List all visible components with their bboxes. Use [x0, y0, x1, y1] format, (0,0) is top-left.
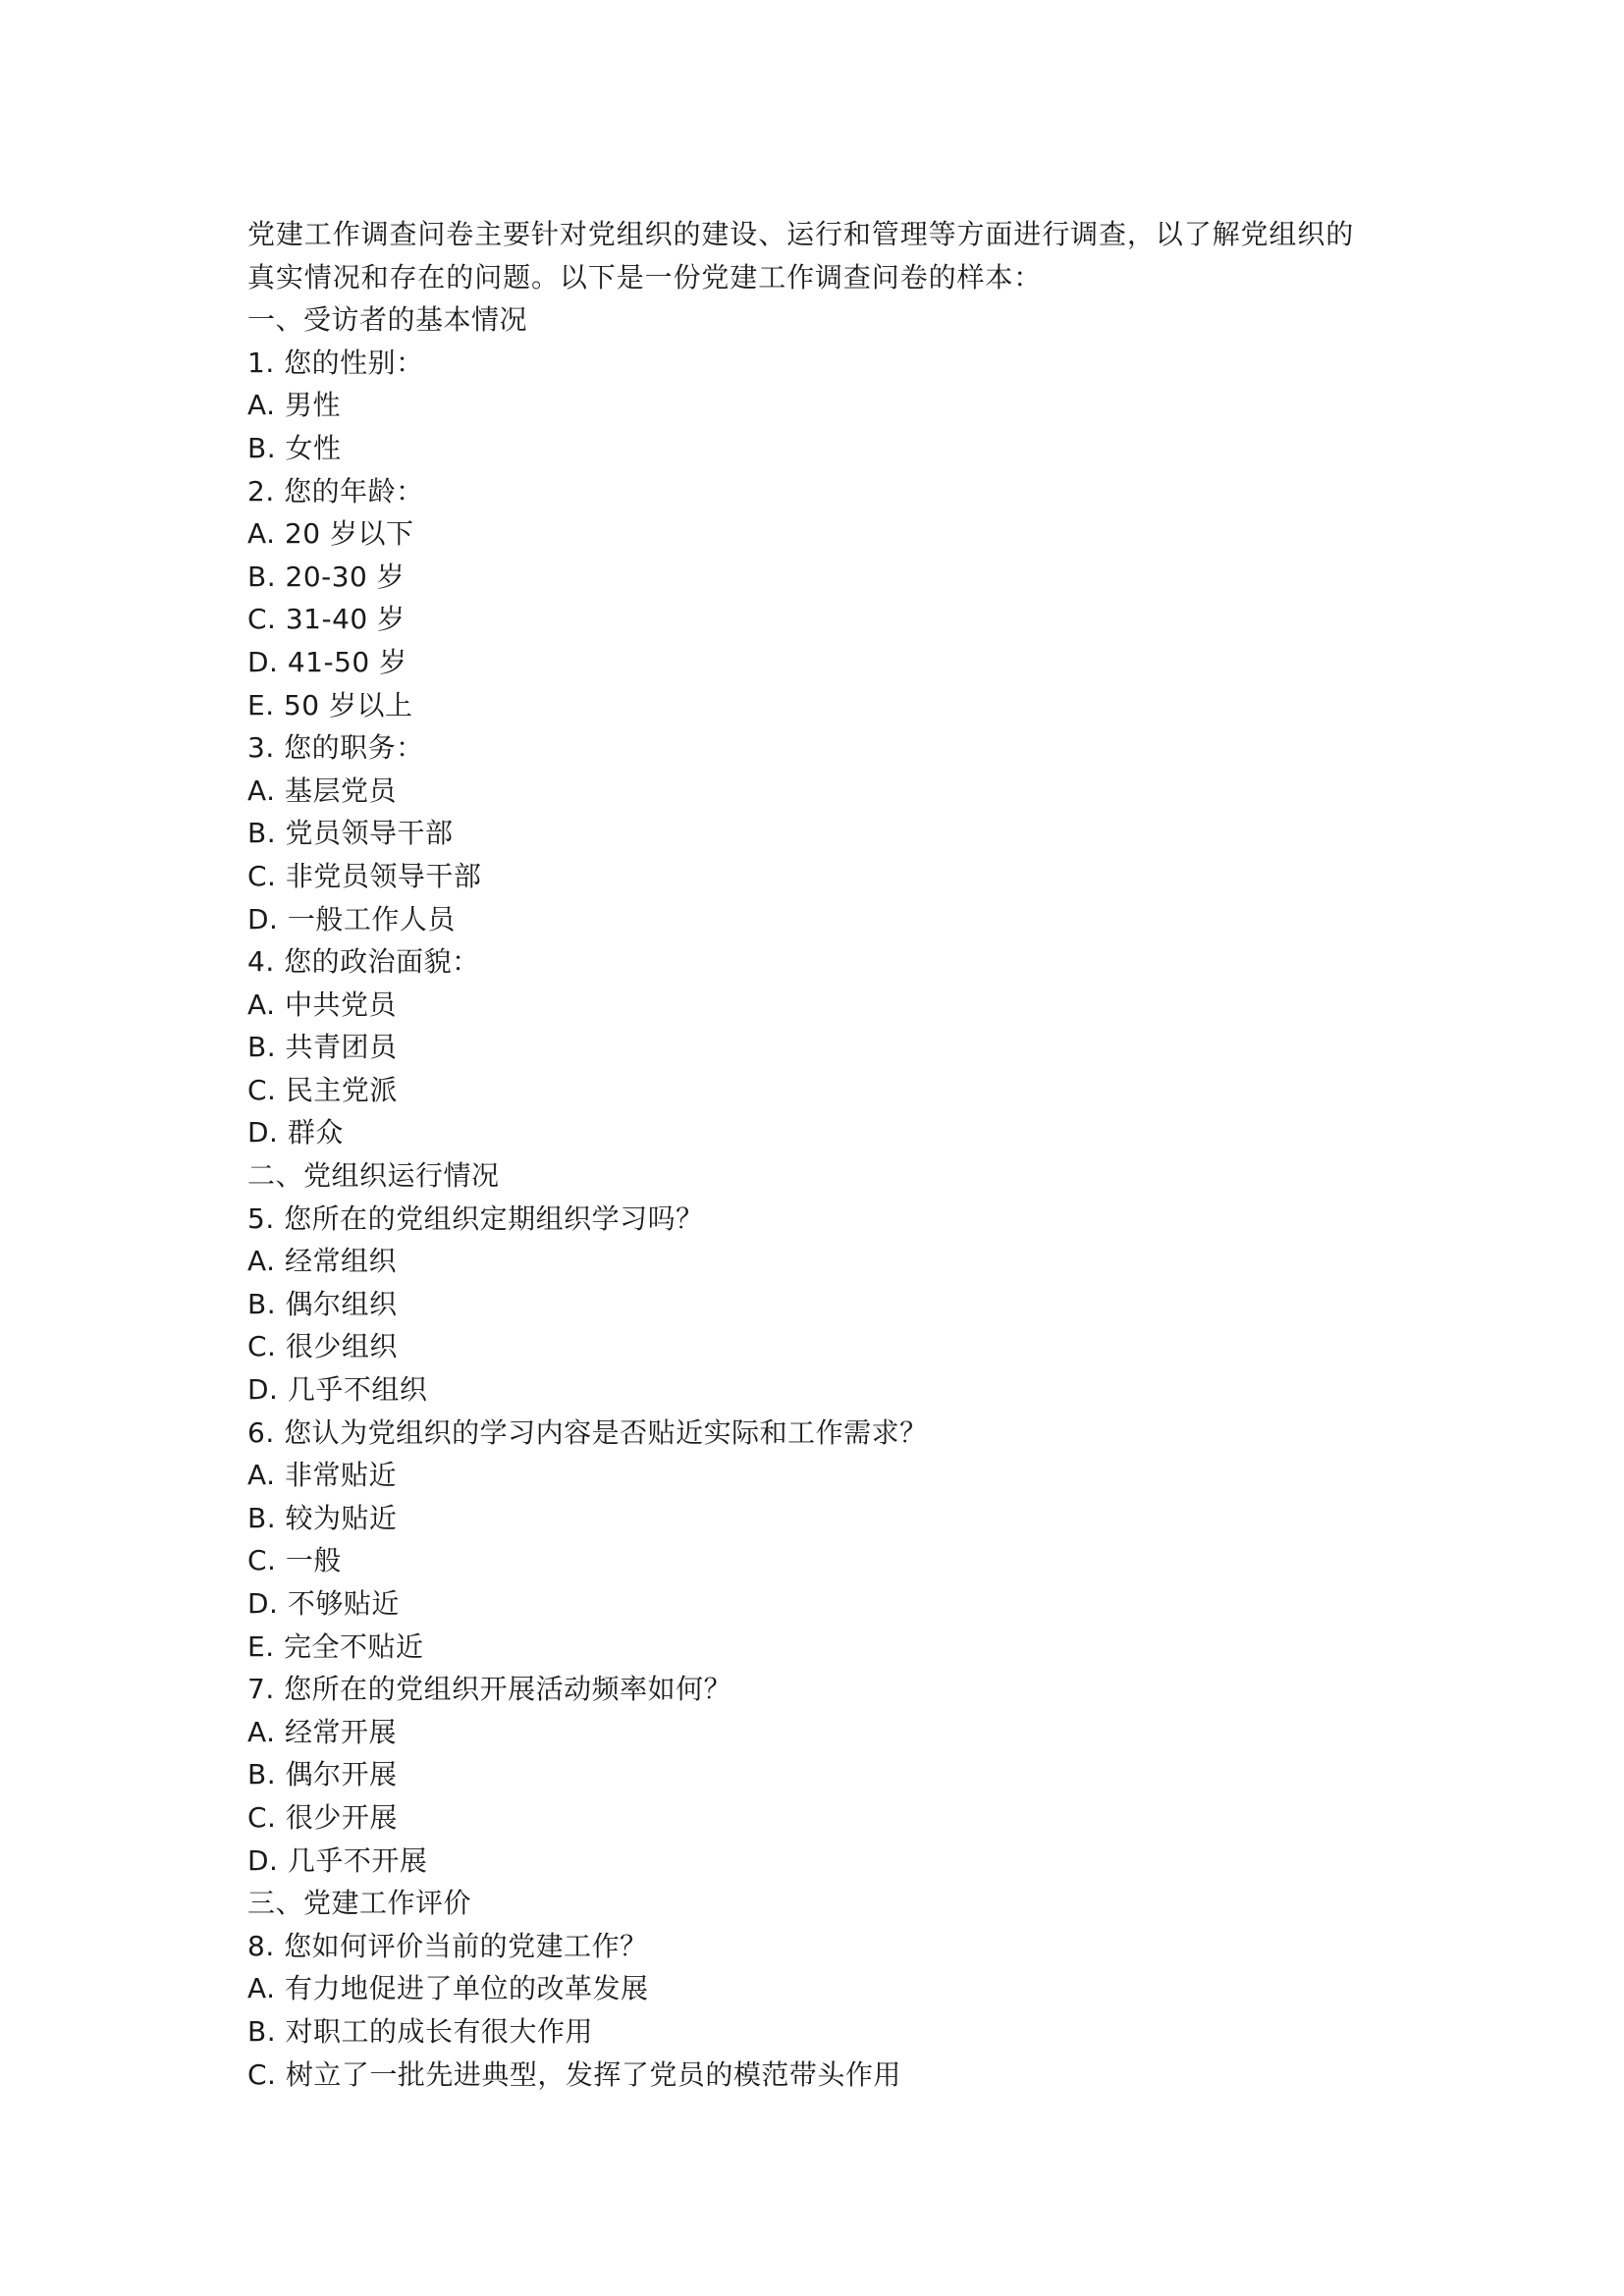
answer-option: D. 一般工作人员	[247, 902, 456, 935]
answer-option: E. 完全不贴近	[247, 1629, 424, 1663]
answer-option: B. 偶尔开展	[247, 1758, 398, 1791]
section-heading: 三、党建工作评价	[247, 1887, 472, 1920]
answer-option: E. 50 岁以上	[247, 688, 413, 721]
answer-option: B. 共青团员	[247, 1031, 398, 1064]
answer-option: C. 很少组织	[247, 1330, 398, 1363]
answer-option: B. 偶尔组织	[247, 1287, 398, 1320]
answer-option: A. 有力地促进了单位的改革发展	[247, 1972, 649, 2005]
answer-option: D. 41-50 岁	[247, 645, 407, 678]
answer-option: B. 较为贴近	[247, 1501, 398, 1534]
answer-option: A. 20 岁以下	[247, 517, 414, 551]
answer-option: C. 非党员领导干部	[247, 859, 482, 892]
document-body	[247, 213, 1386, 2096]
answer-option: C. 很少开展	[247, 1800, 398, 1834]
answer-option: B. 党员领导干部	[247, 817, 454, 850]
answer-option: D. 不够贴近	[247, 1587, 400, 1620]
section-heading: 二、党组织运行情况	[247, 1159, 500, 1193]
answer-option: D. 几乎不开展	[247, 1843, 428, 1877]
answer-option: C. 树立了一批先进典型，发挥了党员的模范带头作用	[247, 2057, 901, 2091]
answer-option: D. 群众	[247, 1116, 344, 1149]
section-heading: 一、受访者的基本情况	[247, 303, 528, 337]
question: 4. 您的政治面貌：	[247, 945, 480, 979]
question: 8. 您如何评价当前的党建工作？	[247, 1929, 648, 1962]
answer-option: A. 男性	[247, 389, 341, 422]
answer-option: A. 经常组织	[247, 1245, 397, 1278]
answer-option: A. 基层党员	[247, 774, 397, 807]
intro-paragraph-line: 党建工作调查问卷主要针对党组织的建设、运行和管理等方面进行调查，以了解党组织的	[247, 218, 1355, 250]
question: 3. 您的职务：	[247, 731, 424, 765]
question: 2. 您的年龄：	[247, 474, 424, 507]
question: 7. 您所在的党组织开展活动频率如何？	[247, 1673, 732, 1706]
question: 5. 您所在的党组织定期组织学习吗？	[247, 1201, 704, 1235]
answer-option: C. 民主党派	[247, 1073, 398, 1106]
question: 6. 您认为党组织的学习内容是否贴近实际和工作需求？	[247, 1415, 928, 1449]
answer-option: A. 经常开展	[247, 1715, 397, 1748]
answer-option: C. 31-40 岁	[247, 603, 406, 636]
answer-option: B. 20-30 岁	[247, 560, 406, 593]
answer-option: A. 中共党员	[247, 988, 397, 1021]
intro-paragraph-line: 真实情况和存在的问题。以下是一份党建工作调查问卷的样本：	[247, 260, 1043, 294]
answer-option: C. 一般	[247, 1544, 342, 1577]
answer-option: D. 几乎不组织	[247, 1373, 428, 1407]
question: 1. 您的性别：	[247, 346, 424, 379]
answer-option: B. 女性	[247, 431, 342, 464]
answer-option: A. 非常贴近	[247, 1459, 397, 1492]
answer-option: B. 对职工的成长有很大作用	[247, 2014, 594, 2048]
